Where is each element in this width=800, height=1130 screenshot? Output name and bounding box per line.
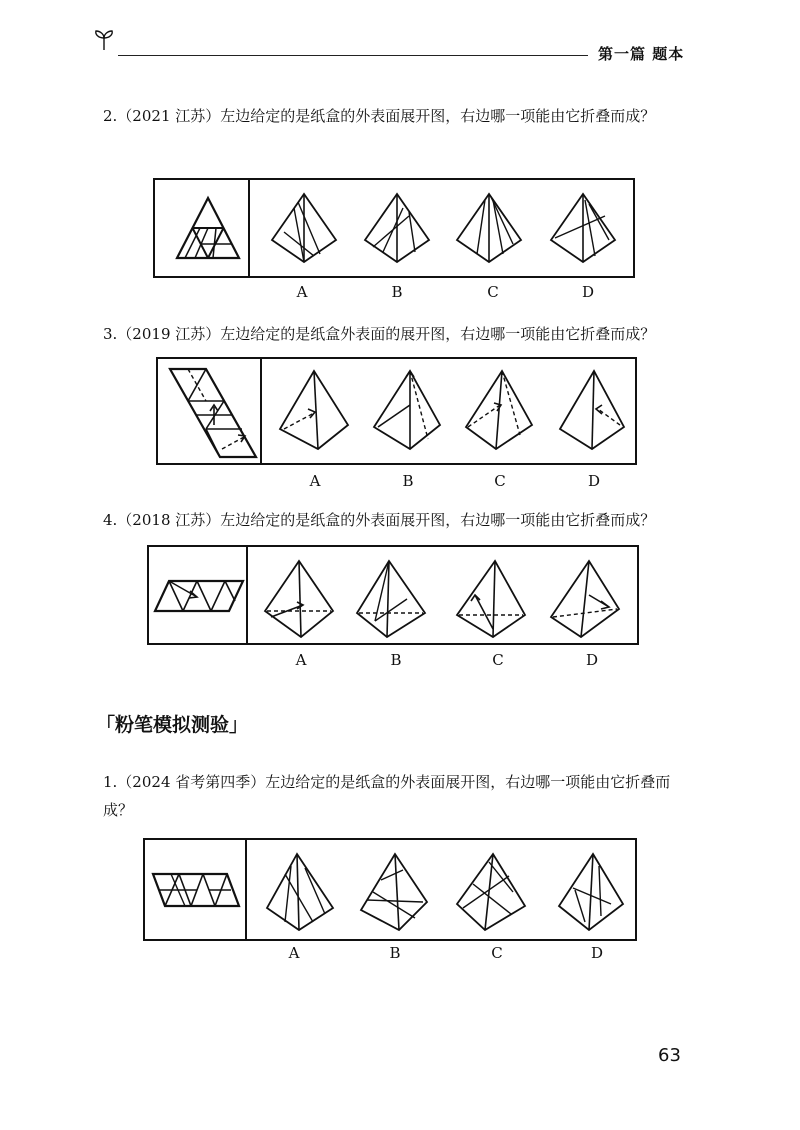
q3-option-d-figure [554,369,628,453]
q3-net [166,365,260,461]
question-2-figure [153,178,635,278]
q3-option-b-figure [370,369,444,453]
q4-net [155,579,245,615]
sprout-icon [92,28,116,52]
m1-option-b-figure [359,852,433,932]
section-title: 「粉笔模拟测验」 [96,714,249,736]
q2-option-d-figure [549,192,619,267]
m1-option-b[interactable]: B [389,944,401,962]
q3-option-d[interactable]: D [587,472,601,490]
q2-option-b-figure [363,192,433,267]
m1-option-c[interactable]: C [491,944,503,962]
m1-option-a[interactable]: A [288,944,300,962]
q3-option-c[interactable]: C [494,472,506,490]
question-4-figure [147,545,639,645]
page-number: 63 [658,1045,681,1066]
m1-option-d[interactable]: D [590,944,604,962]
q2-option-a-figure [270,192,340,267]
q2-option-c[interactable]: C [487,283,499,301]
q3-option-c-figure [462,369,536,453]
q3-option-a-figure [278,369,352,453]
m1-option-d-figure [555,852,629,932]
q2-option-a[interactable]: A [296,283,308,301]
q2-option-b[interactable]: B [391,283,403,301]
q4-option-d[interactable]: D [585,651,599,669]
q4-option-c[interactable]: C [492,651,504,669]
header-title: 第一篇 题本 [598,45,685,63]
q4-option-b-figure [355,559,429,639]
q4-option-a-figure [263,559,337,639]
question-2-text: 2.（2021 江苏）左边给定的是纸盒的外表面展开图，右边哪一项能由它折叠而成？ [103,107,656,125]
q2-option-c-figure [455,192,525,267]
question-3-text: 3.（2019 江苏）左边给定的是纸盒外表面的展开图，右边哪一项能由它折叠而成？ [103,325,656,343]
header-rule [118,55,588,56]
m1-option-c-figure [455,852,529,932]
q4-option-c-figure [455,559,529,639]
m1-option-a-figure [265,852,339,932]
question-3-figure [156,357,637,465]
q2-option-d[interactable]: D [581,283,595,301]
q4-option-a[interactable]: A [295,651,307,669]
mock-question-1-text: 1.（2024 省考第四季）左边给定的是纸盒的外表面展开图，右边哪一项能由它折叠而成？ [103,773,671,819]
q4-option-d-figure [549,559,623,639]
q3-option-a[interactable]: A [309,472,321,490]
question-4-text: 4.（2018 江苏）左边给定的是纸盒的外表面展开图，右边哪一项能由它折叠而成？ [103,511,656,529]
m1-net [151,870,241,910]
q2-net [173,194,243,264]
q3-option-b[interactable]: B [402,472,414,490]
mock-question-1-figure [143,838,637,941]
q4-option-b[interactable]: B [390,651,402,669]
